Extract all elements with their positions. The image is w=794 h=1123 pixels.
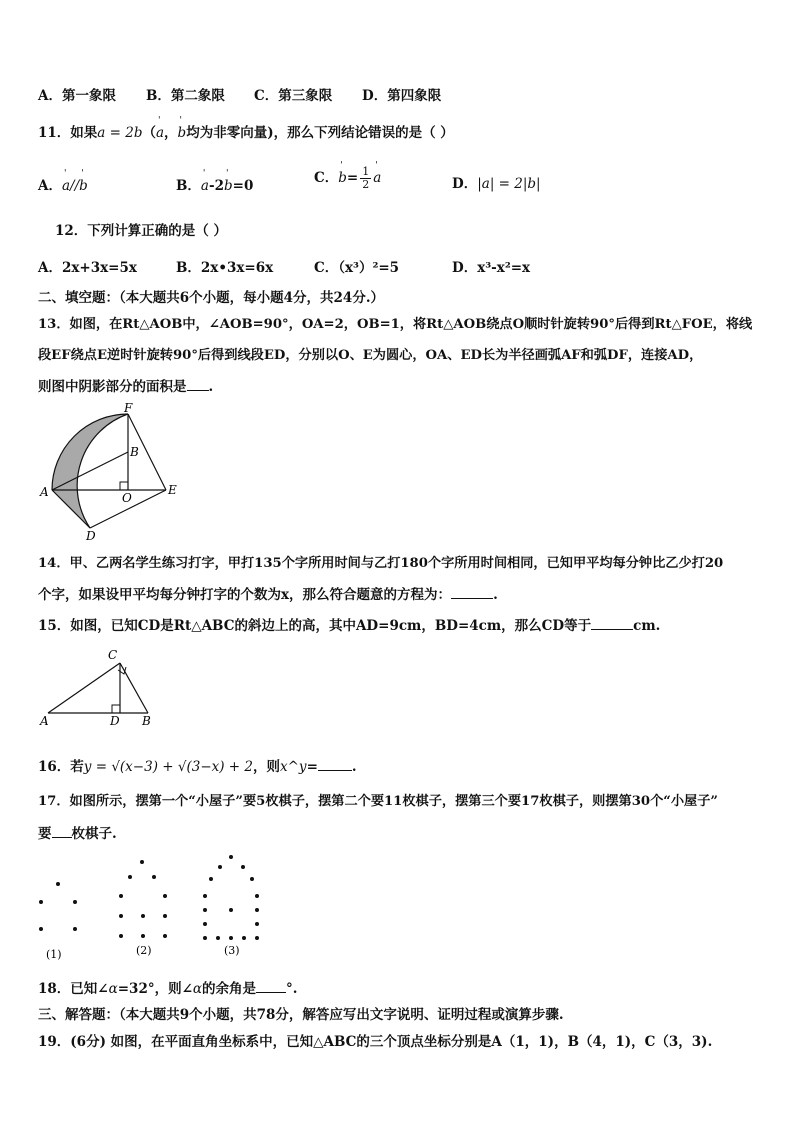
label-a: A	[40, 714, 49, 728]
q13-line-1: 13．如图，在Rt△AOB中，∠AOB=90°，OA=2，OB=1，将Rt△AOB绕点O顺时针旋转90°后得到Rt△FOE，将线	[38, 317, 753, 332]
section-3-heading: 三、解答题：（本大题共9个小题，共78分，解答应写出文字说明、证明过程或演算步骤.	[38, 1007, 564, 1023]
q10-option-b: B．第二象限	[146, 88, 225, 104]
label-f: F	[124, 401, 133, 415]
q11-vector-equation: a = 2b	[97, 125, 143, 141]
q18-stem: 18．已知∠α=32°，则∠α的余角是 °.	[38, 981, 298, 997]
q11-option-a: A．' a//' b	[38, 174, 88, 194]
label-a: A	[40, 485, 49, 499]
q17-figure	[30, 850, 270, 965]
q16-stem: 16．若y = √(x−3) + √(3−x) + 2，则x^y= .	[38, 759, 357, 775]
q15-stem: 15．如图，已知CD是Rt△ABC的斜边上的高，其中AD=9cm，BD=4cm，那么CD等于 cm.	[38, 618, 661, 634]
q15-figure	[38, 645, 163, 730]
q11-option-c: C．' b= $\frac{1}{2}$ ' a	[314, 166, 381, 191]
label-o: O	[122, 491, 132, 505]
q16-equation: y = √(x−3) + √(3−x) + 2	[83, 759, 253, 775]
q13-line-2: 段EF绕点E逆时针旋转90°后得到线段ED，分别以O、E为圆心，OA、ED长为半径画弧AF和弧DF，连接AD，	[38, 348, 703, 363]
house-1	[39, 882, 77, 931]
q11-option-b: B．' a-2' b=0	[176, 174, 253, 194]
label-c: C	[108, 648, 118, 662]
q13-figure	[38, 398, 188, 543]
q12-stem: 12．下列计算正确的是（ ）	[55, 223, 227, 239]
q14-line-2: 个字，如果设甲平均每分钟打字的个数为x，那么符合题意的方程为： .	[38, 587, 498, 603]
q10-option-d: D．第四象限	[362, 88, 442, 104]
q12-option-a: A．2x+3x=5x	[38, 260, 137, 276]
house-3	[203, 855, 259, 940]
label-e: E	[168, 483, 177, 497]
q11-option-d: D．|a| = 2|b|	[452, 176, 541, 192]
house-2	[119, 860, 167, 938]
q19-stem: 19．(6分) 如图，在平面直角坐标系中，已知△ABC的三个顶点坐标分别是A（1，1)，B（4，1)，C（3，3).	[38, 1034, 713, 1050]
fig-label-2: (2)	[136, 944, 152, 957]
q14-line-1: 14．甲、乙两名学生练习打字，甲打135个字所用时间与乙打180个字所用时间相同，已知甲平均每分钟比乙少打20	[38, 556, 724, 571]
label-b: B	[130, 445, 139, 459]
q12-option-b: B．2x•3x=6x	[176, 260, 274, 276]
q17-line-1: 17．如图所示，摆第一个“小屋子”要5枚棋子，摆第二个要11枚棋子，摆第三个要17枚棋子，则摆第30个“小屋子”	[38, 794, 718, 809]
q13-line-3: 则图中阴影部分的面积是 .	[38, 379, 214, 395]
half-fraction: $\frac{1}{2}$	[362, 165, 370, 191]
label-d: D	[110, 714, 120, 728]
q16-power: x^y	[280, 759, 307, 775]
q10-option-c: C．第三象限	[254, 88, 333, 104]
q12-option-c: C．（x³）²=5	[314, 260, 400, 276]
label-d: D	[86, 529, 96, 543]
q17-line-2: 要 枚棋子.	[38, 826, 117, 842]
section-2-heading: 二、填空题：（本大题共6个小题，每小题4分，共24分.）	[38, 290, 385, 306]
q11-stem: 11．如果a = 2b（' a，' b均为非零向量)，那么下列结论错误的是（ ）	[38, 121, 454, 141]
label-b: B	[142, 714, 151, 728]
fig-label-1: (1)	[46, 948, 62, 961]
q12-option-d: D．x³-x²=x	[452, 260, 531, 276]
fig-label-3: (3)	[224, 944, 240, 957]
q10-option-a: A．第一象限	[38, 88, 116, 104]
